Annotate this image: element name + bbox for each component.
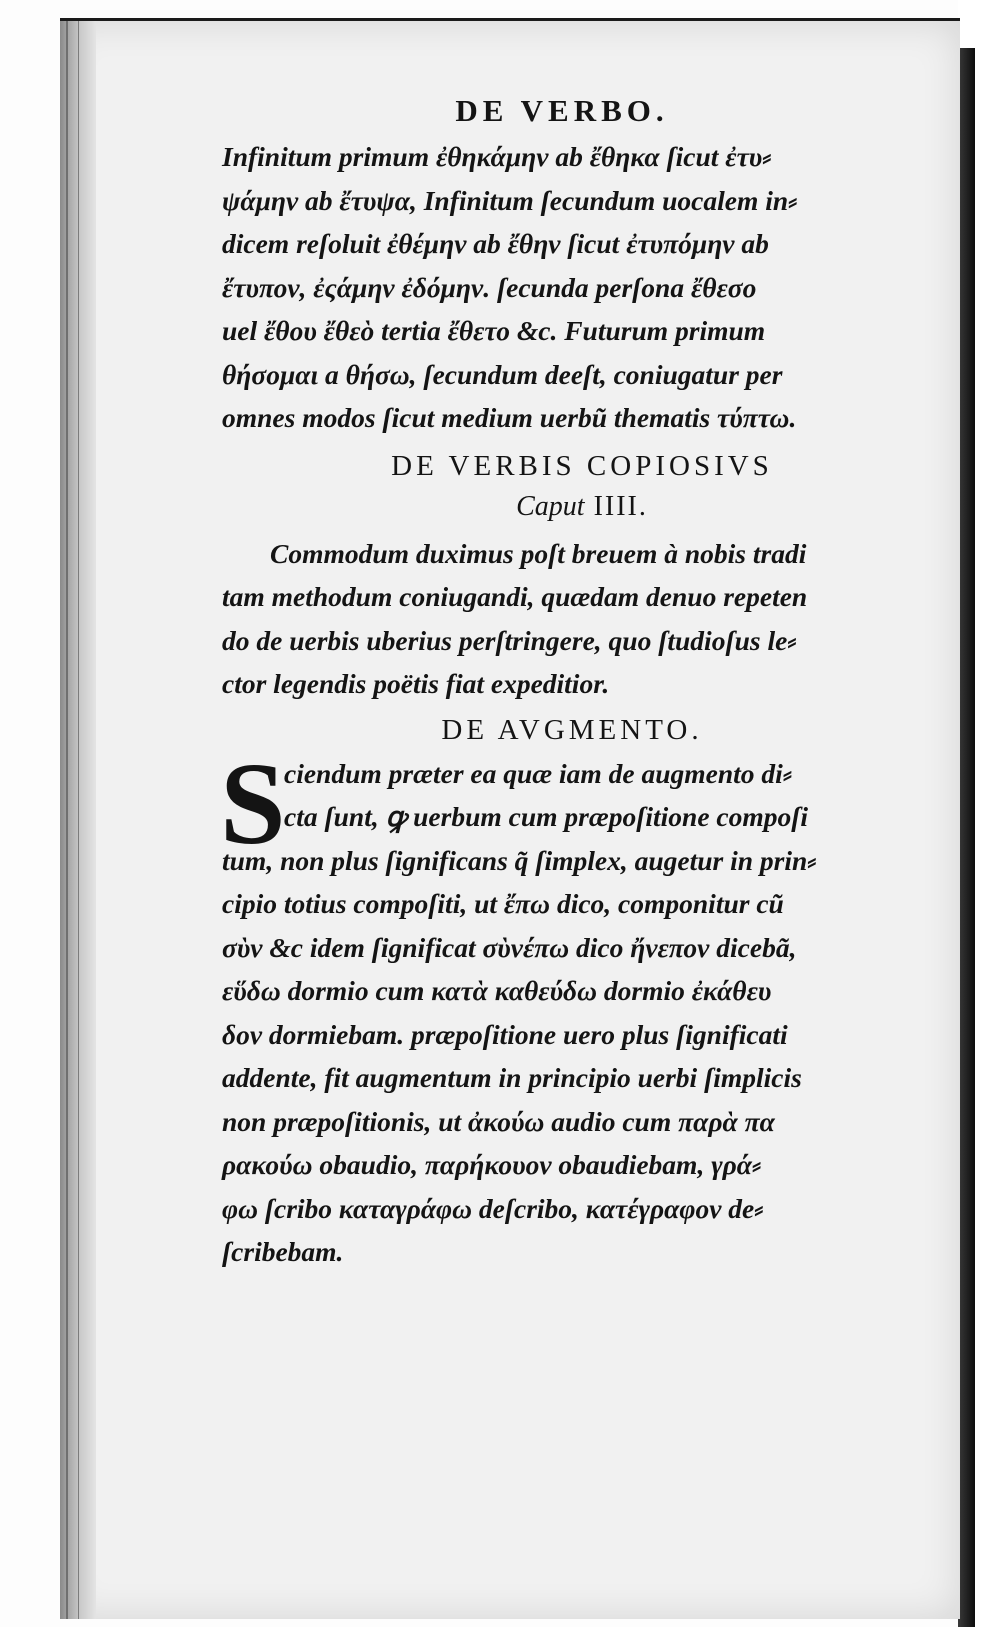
caput-word: Caput xyxy=(516,490,585,522)
text-line: tam methodum coniugandi, quædam denuo repeten xyxy=(222,581,808,612)
text-line: dicem reſoluit ἐθέμην ab ἔθην ſicut ἐτυπόμην ab xyxy=(222,228,769,259)
page-gutter-edges xyxy=(60,21,96,1619)
text-line: Infinitum primum ἐθηκάμην ab ἔθηκα ſicut ἐτυ⸗ xyxy=(222,141,772,172)
text-line: non præpoſitionis, ut ἀκούω audio cum παρὰ πα xyxy=(222,1105,775,1137)
text-line: θήσομαι a θήσω, ſecundum deeſt, coniugatur per xyxy=(222,358,783,390)
text-line: tum, non plus ſignificans q̃ ſimplex, augetur in prin⸗ xyxy=(222,844,817,876)
text-line: ψάμην ab ἔτυψα, Infinitum ſecundum uocalem in⸗ xyxy=(222,184,798,216)
text-line: ἔτυπον, ἐςάμην ἐδόμην. ſecunda perſona ἔθεσο xyxy=(222,271,757,303)
text-line: σὺν &c idem ſignificat σὺνέπω dico ἤνεπον dicebã, xyxy=(222,931,797,963)
section-heading: DE AVGMENTO. xyxy=(441,713,703,746)
text-line: cipio totius compoſiti, ut ἔπω dico, componitur cũ xyxy=(222,888,784,919)
text-line: ctor legendis poëtis fiat expeditior. xyxy=(222,668,610,699)
text-block xyxy=(222,93,942,1274)
scanner-border xyxy=(958,0,1000,1627)
text-line: addente, fit augmentum in principio uerbi ſimplicis xyxy=(222,1062,802,1093)
caput-numeral: IIII. xyxy=(593,490,648,522)
text-line: Commodum duximus poſt breuem à nobis tradi xyxy=(270,537,807,569)
text-line: δον dormiebam. præpoſitione uero plus ſignificati xyxy=(222,1018,788,1050)
text-line: omnes modos ſicut medium uerbũ thematis τύπτω. xyxy=(222,402,797,433)
text-line: φω ſcribo καταγράφω deſcribo, κατέγραφον de⸗ xyxy=(222,1192,764,1224)
chapter-heading: DE VERBIS COPIOSIVS xyxy=(391,449,773,482)
drop-cap: S xyxy=(220,737,286,869)
text-line: do de uerbis uberius perſtringere, quo ſtudioſus le⸗ xyxy=(222,624,797,656)
text-line: ciendum præter ea quæ iam de augmento di⸗ xyxy=(284,757,792,789)
chapter-number xyxy=(222,486,942,528)
text-line: ρακούω obaudio, παρήκουον obaudiebam, γρά⸗ xyxy=(222,1149,762,1180)
text-line: cta ſunt, ꝙ uerbum cum præpoſitione compoſi xyxy=(284,801,809,832)
paragraph-commodum xyxy=(222,532,942,706)
text-line: ſcribebam. xyxy=(222,1236,344,1267)
paragraph-infinitum xyxy=(222,135,942,440)
text-line: uel ἔθου ἔθεὸ tertia ἔθετο &c. Futurum primum xyxy=(222,315,766,346)
running-head: DE VERBO. xyxy=(455,93,669,128)
paragraph-sciendum xyxy=(220,737,942,1274)
text-line: εὕδω dormio cum κατὰ καθεύδω dormio ἐκάθευ xyxy=(222,975,772,1006)
